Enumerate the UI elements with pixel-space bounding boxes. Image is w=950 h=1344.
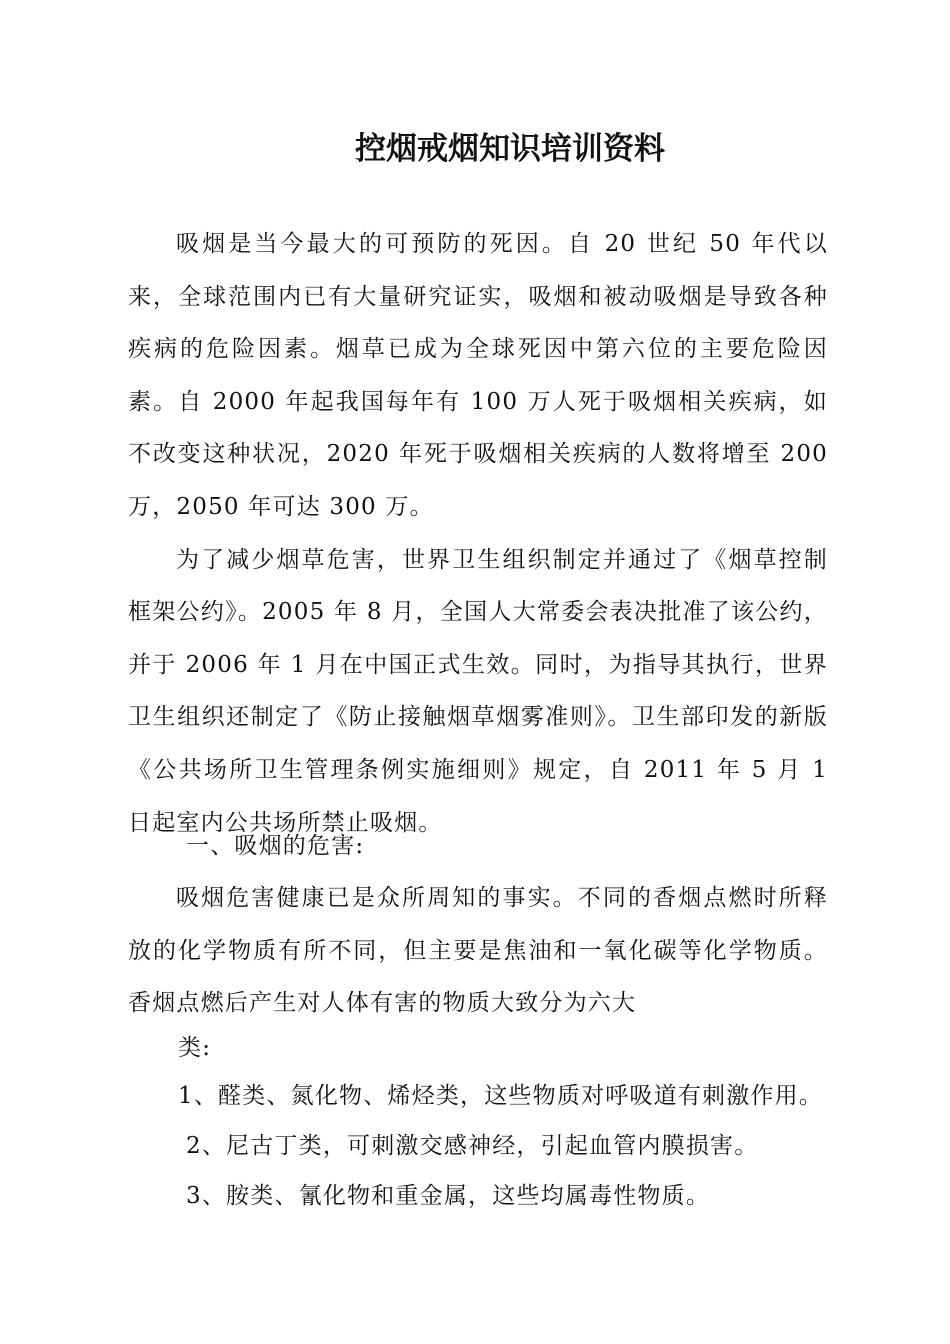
- paragraph-smoking-death-cause: 吸烟是当今最大的可预防的死因。自 20 世纪 50 年代以来，全球范围内已有大量研究证实，吸烟和被动吸烟是导致各种疾病的危险因素。烟草已成为全球死因中第六位的主要危险因素。自 2000 年起我国每年有 100 万人死于吸烟相关疾病，如不改变这种状况，2020 年死于吸烟相关疾病的人数将增至 200 万，2050 年可达 300 万。: [128, 231, 828, 520]
- section-heading: 一、吸烟的危害:: [186, 833, 365, 859]
- section-tail-text: 类:: [178, 1035, 212, 1061]
- intro-paragraph-block: [128, 218, 828, 849]
- paragraph-tobacco-control-convention: 为了减少烟草危害，世界卫生组织制定并通过了《烟草控制框架公约》。2005 年 8 月，全国人大常委会表决批准了该公约，并于 2006 年 1 月在中国正式生效。同时，为指导其执行，世界卫生组织还制定了《防止接触烟草烟雾准则》。卫生部印发的新版《公共场所卫生管理条例实施细则》规定，自 2011 年 5 月 1 日起室内公共场所禁止吸烟。: [128, 546, 828, 836]
- list-item: 3、胺类、氰化物和重金属，这些均属毒性物质。: [186, 1183, 711, 1209]
- list-item: 2、尼古丁类，可刺激交感神经，引起血管内膜损害。: [186, 1133, 759, 1159]
- list-item: 1、醛类、氮化物、烯烃类，这些物质对呼吸道有刺激作用。: [178, 1083, 824, 1109]
- document-title: 控烟戒烟知识培训资料: [355, 131, 665, 167]
- paragraph-smoking-harm: 吸烟危害健康已是众所周知的事实。不同的香烟点燃时所释放的化学物质有所不同，但主要是焦油和一氧化碳等化学物质。香烟点燃后产生对人体有害的物质大致分为六大: [128, 885, 828, 1017]
- section-paragraph-block: [128, 872, 828, 1030]
